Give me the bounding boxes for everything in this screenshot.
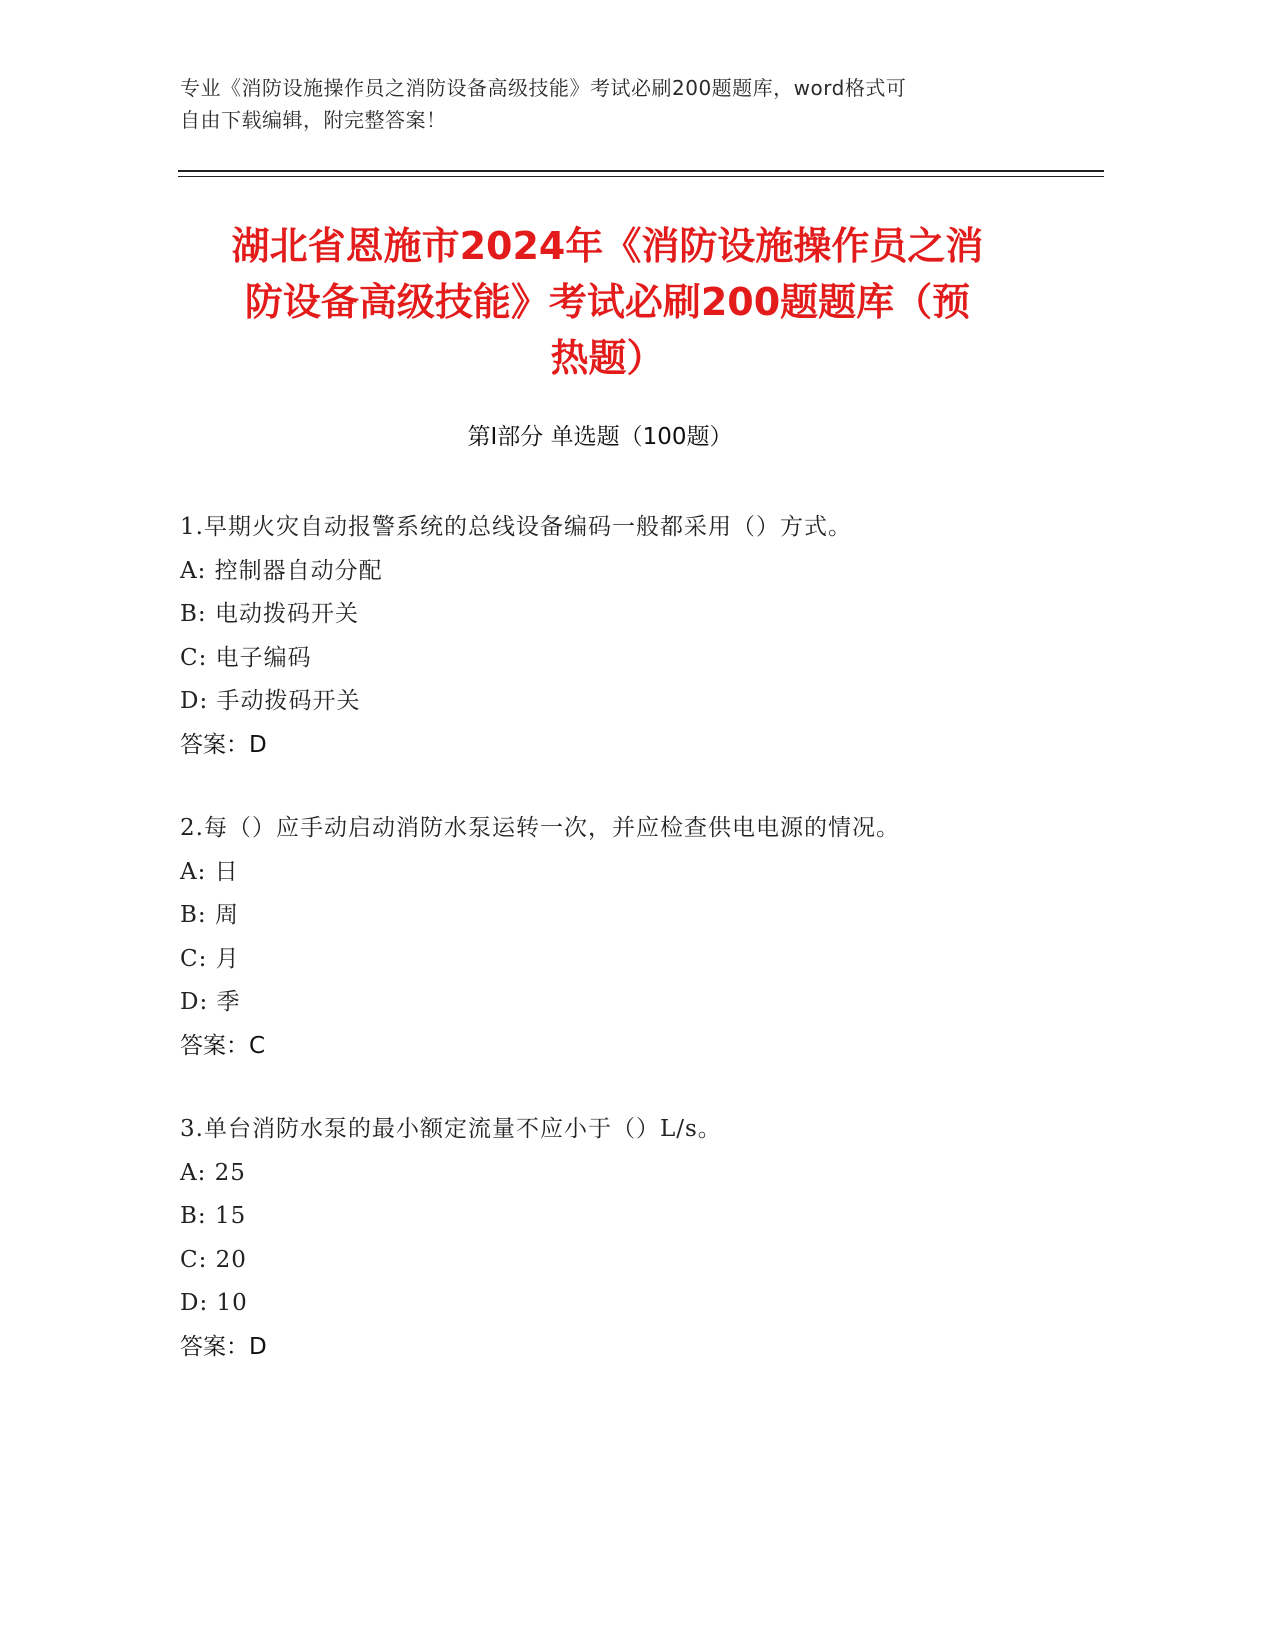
document-title-line-2: 防设备高级技能》考试必刷200题题库（预 [244, 280, 971, 324]
option-c: C: 电子编码 [180, 644, 312, 671]
section-title: 第Ⅰ部分 单选题（100题） [467, 424, 733, 450]
document-title-line-3: 热题） [550, 336, 665, 380]
answer: 答案：D [180, 1333, 267, 1360]
document-title-line-1: 湖北省恩施市2024年《消防设施操作员之消 [231, 224, 984, 268]
option-d: D: 10 [180, 1290, 248, 1316]
header-divider-thin [178, 176, 1104, 177]
option-a: A: 控制器自动分配 [180, 557, 383, 584]
option-b: B: 电动拨码开关 [180, 601, 359, 627]
question-item [180, 506, 1080, 767]
header-note [180, 72, 1040, 136]
option-b: B: 15 [180, 1203, 247, 1229]
option-d: D: 手动拨码开关 [180, 688, 361, 714]
question-text: 3.单台消防水泵的最小额定流量不应小于（）L/s。 [180, 1116, 722, 1142]
answer: 答案：D [180, 731, 267, 758]
option-c: C: 20 [180, 1246, 247, 1273]
question-item [180, 1108, 1080, 1369]
option-a: A: 日 [180, 858, 239, 885]
option-a: A: 25 [180, 1159, 246, 1186]
option-d: D: 季 [180, 989, 241, 1015]
header-note-line-1: 专业《消防设施操作员之消防设备高级技能》考试必刷200题题库，word格式可 [180, 76, 907, 100]
header-note-line-2: 自由下载编辑，附完整答案！ [180, 108, 447, 132]
header-divider-thick [178, 170, 1104, 172]
question-text: 2.每（）应手动启动消防水泵运转一次，并应检查供电电源的情况。 [180, 815, 900, 841]
answer: 答案：C [180, 1032, 266, 1059]
question-item [180, 807, 1080, 1068]
question-text: 1.早期火灾自动报警系统的总线设备编码一般都采用（）方式。 [180, 514, 852, 540]
option-b: B: 周 [180, 902, 239, 928]
option-c: C: 月 [180, 945, 240, 972]
question-list [180, 506, 1080, 1409]
document-title [170, 218, 1045, 386]
